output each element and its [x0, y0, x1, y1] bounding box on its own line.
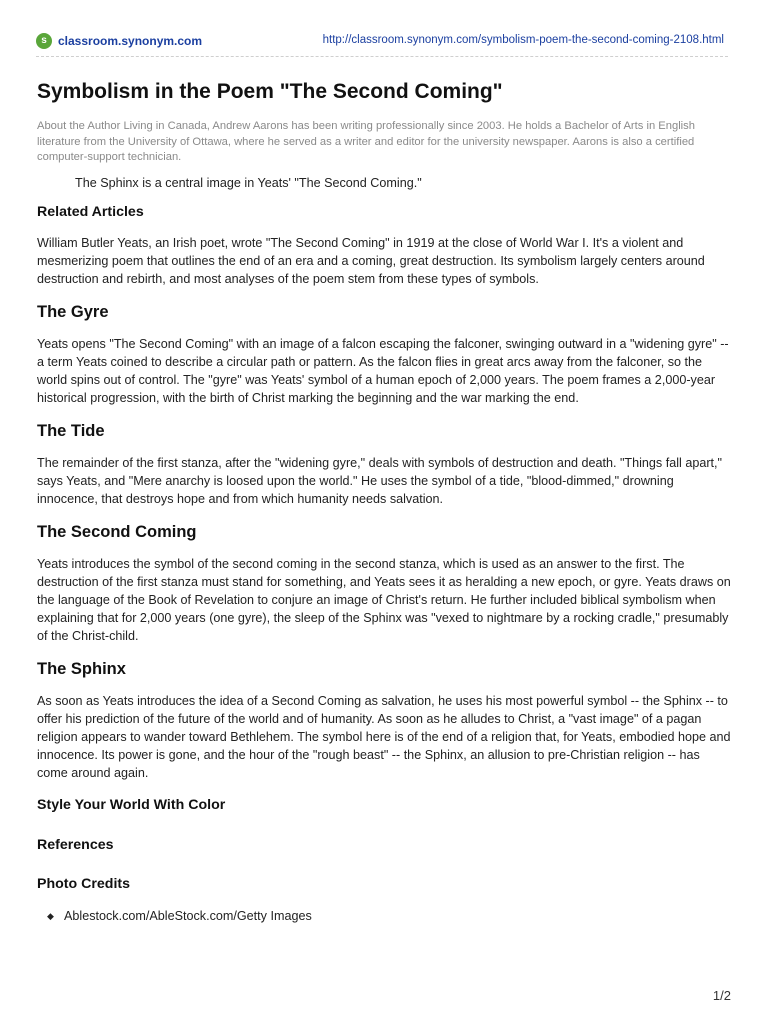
intro-paragraph: William Butler Yeats, an Irish poet, wrote "The Second Coming" in 1919 at the close of World War I. It's a violent and mesmerizing poem that outlines the end of an era and a coming, great destruction. Its symbolism largely centers around destruction and rebirth, and most analyses of the poem stem from these types of symbols.: [37, 235, 705, 286]
references-heading: References: [37, 836, 114, 853]
related-articles-heading: Related Articles: [37, 203, 144, 220]
site-favicon-icon: s: [36, 33, 52, 49]
section-text-gyre: Yeats opens "The Second Coming" with an image of a falcon escaping the falconer, swinging outward in a "widening gyre" -- a term Yeats coined to describe a circular path or pattern. As the falcon flies in great arcs away from the falconer, so the world spins out of control. The "gyre" was Yeats' symbol of a human epoch of 2,000 years. The poem frames a 2,000-year historical progression, with the birth of Christ marking the beginning and the war marking the end.: [37, 336, 729, 405]
header-divider: [36, 56, 728, 57]
page-header: [36, 33, 726, 51]
section-heading-sphinx: The Sphinx: [37, 659, 126, 678]
style-your-world-heading: Style Your World With Color: [37, 796, 226, 813]
section-text-tide: The remainder of the first stanza, after the "widening gyre," deals with symbols of destruction and death. "Things fall apart," says Yeats, and "Mere anarchy is loosed upon the world." He uses the symbol of a tide, "blood-dimmed," drowning innocence, that destroys hope and from which humanity needs salvation.: [37, 455, 723, 506]
page-number: 1/2: [712, 988, 731, 1003]
list-item: [47, 907, 731, 925]
author-bio: About the Author Living in Canada, Andrew Aarons has been writing professionally since 2003. He holds a Bachelor of Arts in English literature from the University of Ottawa, where he served as a writer and editor for the university newspaper. Aarons is also a certified computer-support technician.: [37, 120, 695, 163]
page-url-link[interactable]: http://classroom.synonym.com/symbolism-poem-the-second-coming-2108.html: [322, 34, 724, 46]
photo-credit-text: Ablestock.com/AbleStock.com/Getty Images: [64, 908, 312, 923]
section-text-second-coming: Yeats introduces the symbol of the second coming in the second stanza, which is used as an answer to the first. The destruction of the first stanza must stand for something, and Yeats sees it as heralding a new epoch, or gyre. Yeats draws on the language of the Book of Revelation to conjure an image of Christ's return. He further included biblical symbolism when explaining that for 2,000 years (one gyre), the sleep of the Sphinx was "vexed to nightmare by a rocking cradle," presumably of the Christ-child.: [37, 556, 731, 643]
bullet-icon: ◆: [47, 910, 54, 921]
section-text-sphinx: As soon as Yeats introduces the idea of a Second Coming as salvation, he uses his most powerful symbol -- the Sphinx -- to offer his prediction of the future of the world and of humanity. As soon as he alludes to Christ, a "vast image" of a pagan religion appears to wander toward Bethlehem. The symbol here is of the end of a religion that, for Yeats, embodied hope and innocence. Its power is gone, and the hour of the "rough beast" -- the Sphinx, an allusion to pre-Christian religion -- has come around again.: [37, 693, 731, 780]
site-name-link[interactable]: classroom.synonym.com: [58, 34, 203, 48]
image-caption: The Sphinx is a central image in Yeats' "The Second Coming.": [75, 175, 422, 190]
section-heading-gyre: The Gyre: [37, 302, 109, 321]
article-title: Symbolism in the Poem "The Second Coming": [37, 80, 503, 103]
photo-credits-heading: Photo Credits: [37, 875, 131, 892]
article-content: [37, 80, 731, 925]
photo-credits-list: [37, 907, 731, 925]
section-heading-second-coming: The Second Coming: [37, 522, 197, 541]
section-heading-tide: The Tide: [37, 421, 105, 440]
